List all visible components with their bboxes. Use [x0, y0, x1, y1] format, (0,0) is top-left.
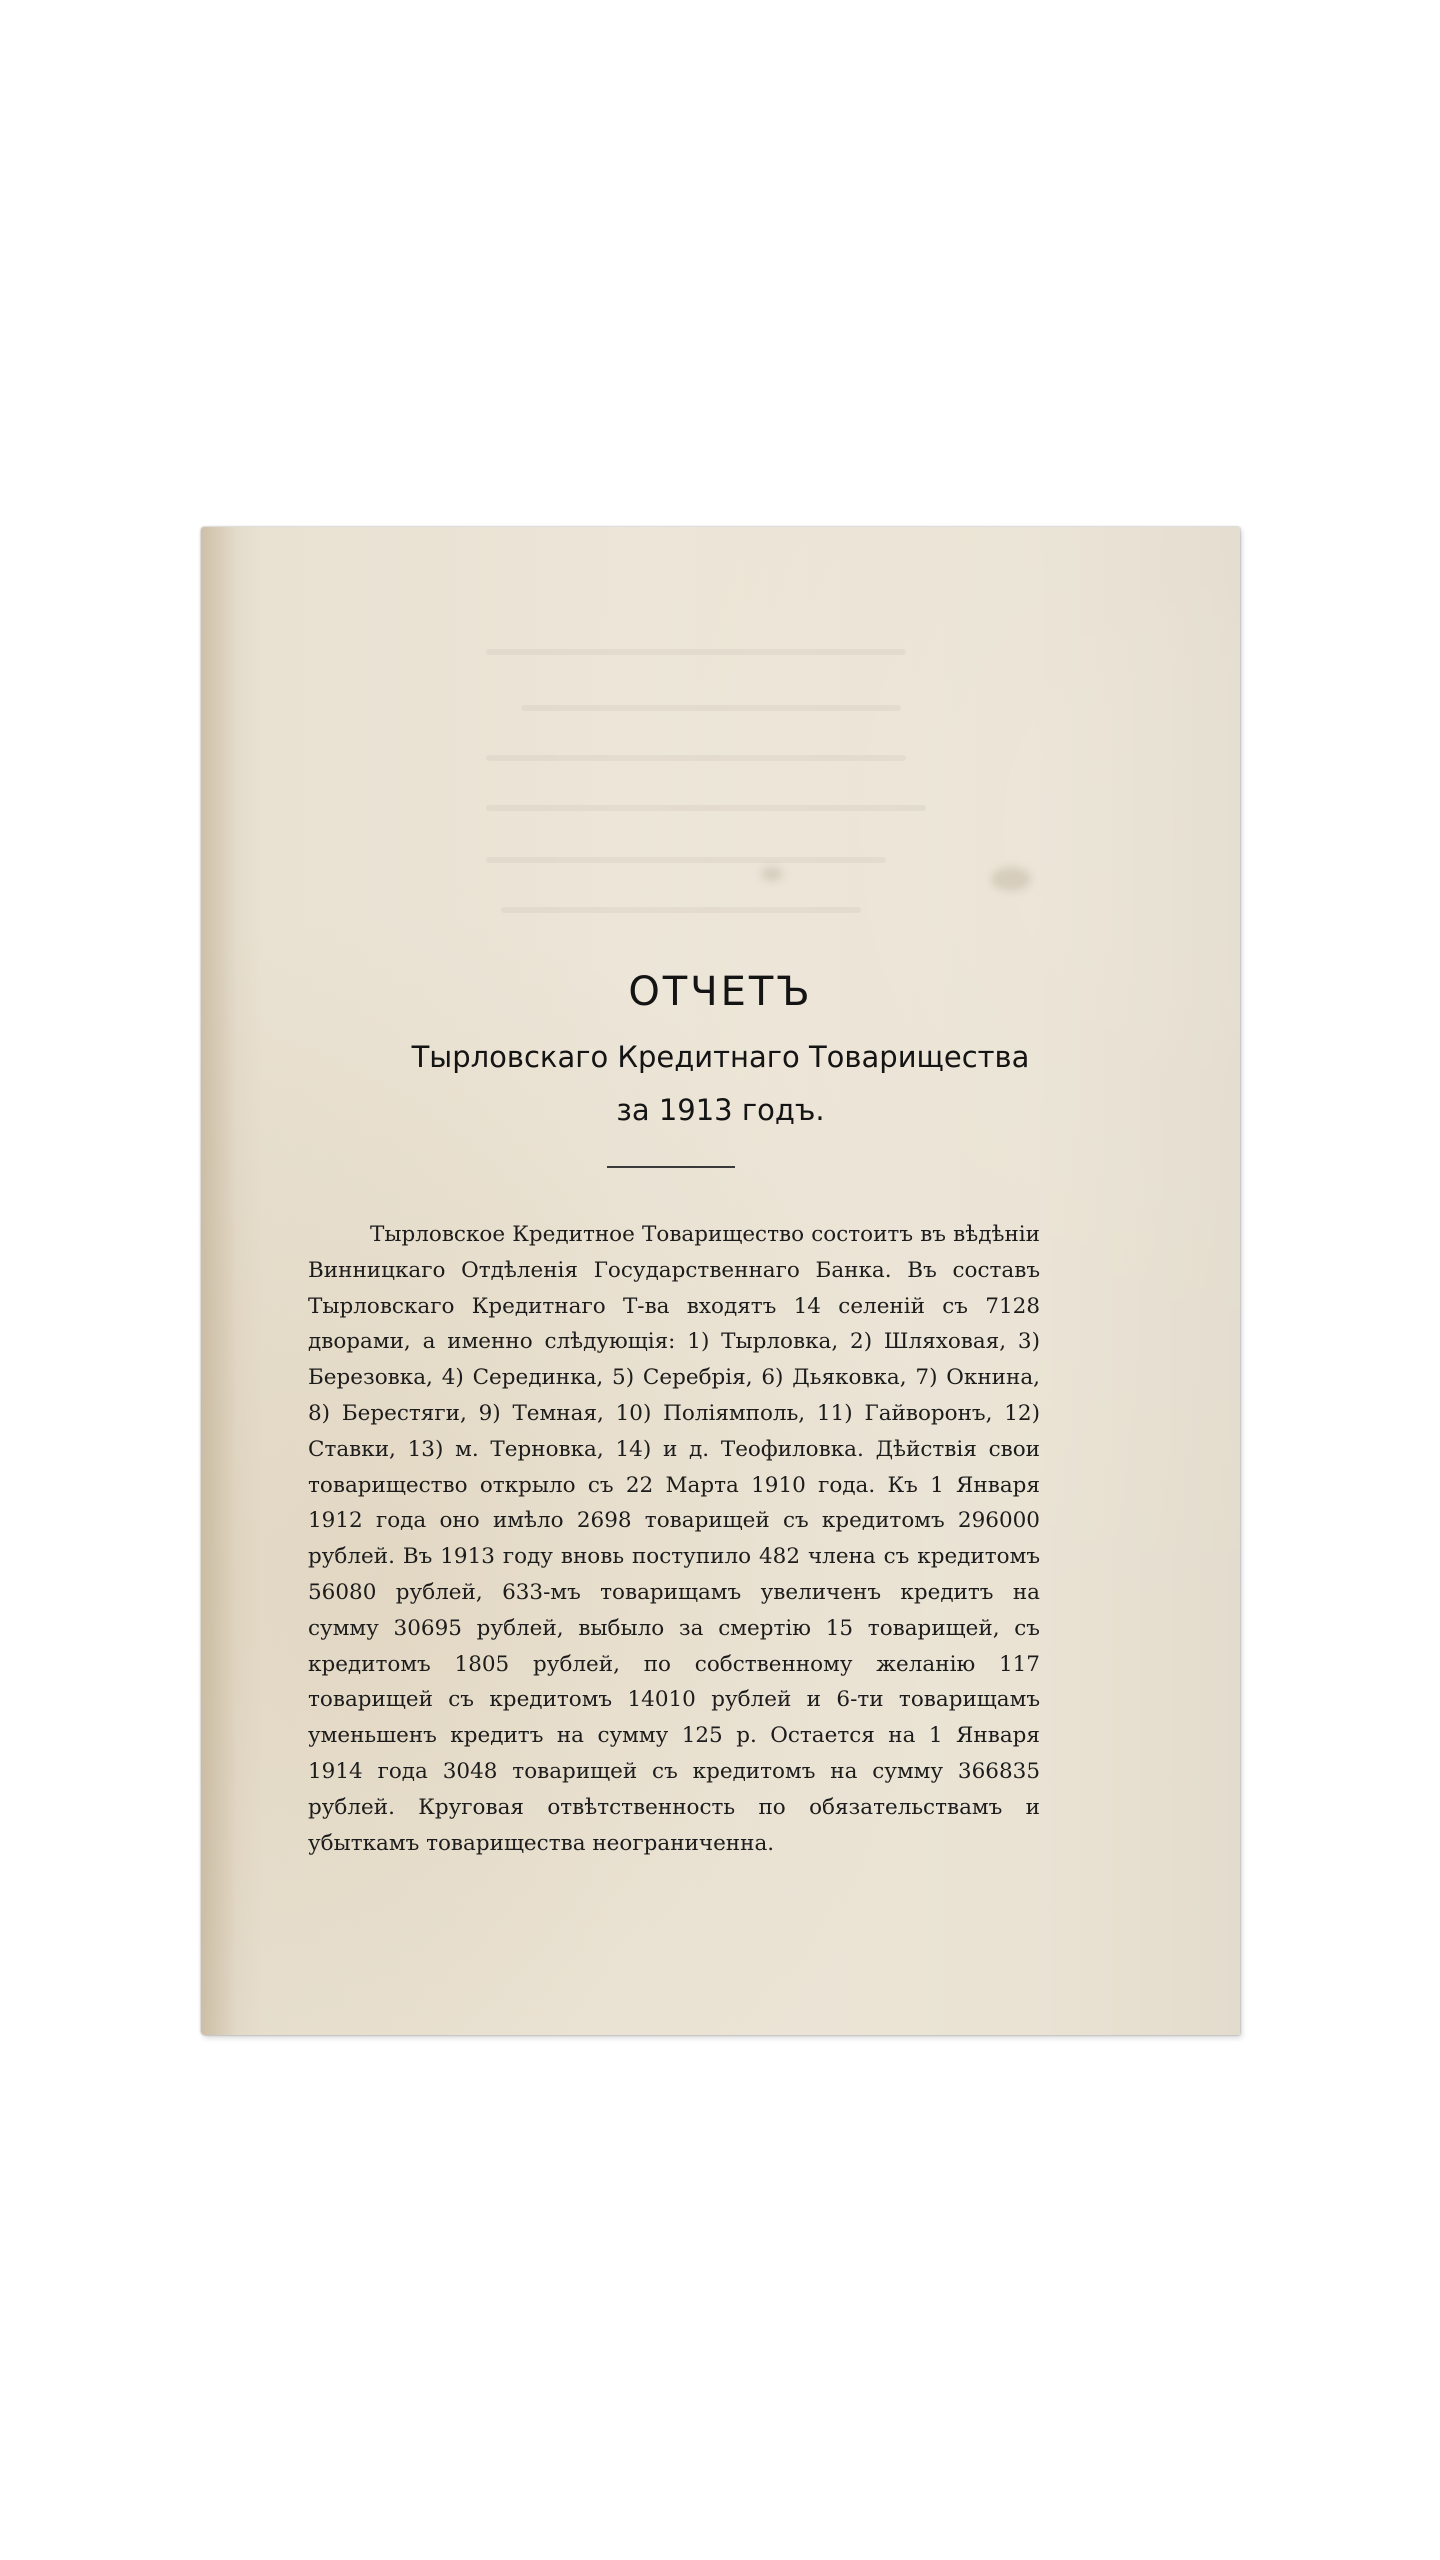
paper-stain [761, 867, 783, 881]
bleed-through-line [486, 805, 926, 811]
document-year-line: за 1913 годъ. [616, 1093, 825, 1127]
bleed-through-line [486, 649, 906, 655]
bleed-through-line [501, 907, 861, 913]
bleed-through-line [521, 705, 901, 711]
document-page [201, 527, 1240, 2035]
bleed-through-line [486, 857, 886, 863]
document-subtitle: Тырловскаго Кредитнаго Товарищества [411, 1040, 1030, 1074]
bleed-through-line [486, 755, 906, 761]
title-divider [607, 1166, 735, 1168]
paper-stain [991, 867, 1031, 891]
document-title: ОТЧЕТЪ [628, 969, 813, 1015]
report-body-paragraph: Тырловское Кредитное Товарищество состоитъ въ вѣдѣніи Винницкаго Отдѣленія Государственнаго Банка. Въ составъ Тырловскаго Кредитнаго Т-ва входятъ 14 селеній съ 7128 дворами, а именно слѣдующія: 1) Тырловка, 2) Шляховая, 3) Березовка, 4) Серединка, 5) Серебрія, 6) Дьяковка, 7) Окнина, 8) Берестяги, 9) Темная, 10) Поліямполь, 11) Гайворонъ, 12) Ставки, 13) м. Терновка, 14) и д. Теофиловка. Дѣйствія свои товарищество открыло съ 22 Марта 1910 года. Къ 1 Января 1912 года оно имѣло 2698 товарищей съ кредитомъ 296000 рублей. Въ 1913 году вновь поступило 482 члена съ кредитомъ 56080 рублей, 633-мъ товарищамъ увеличенъ кредитъ на сумму 30695 рублей, выбыло за смертію 15 товарищей, съ кредитомъ 1805 рублей, по собственному желанію 117 товарищей съ кредитомъ 14010 рублей и 6-ти товарищамъ уменьшенъ кредитъ на сумму 125 р. Остается на 1 Января 1914 года 3048 товарищей съ кредитомъ на сумму 366835 рублей. Круговая отвѣтственность по обязательствамъ и убыткамъ товарищества неограниченна. [308, 1222, 1040, 1856]
